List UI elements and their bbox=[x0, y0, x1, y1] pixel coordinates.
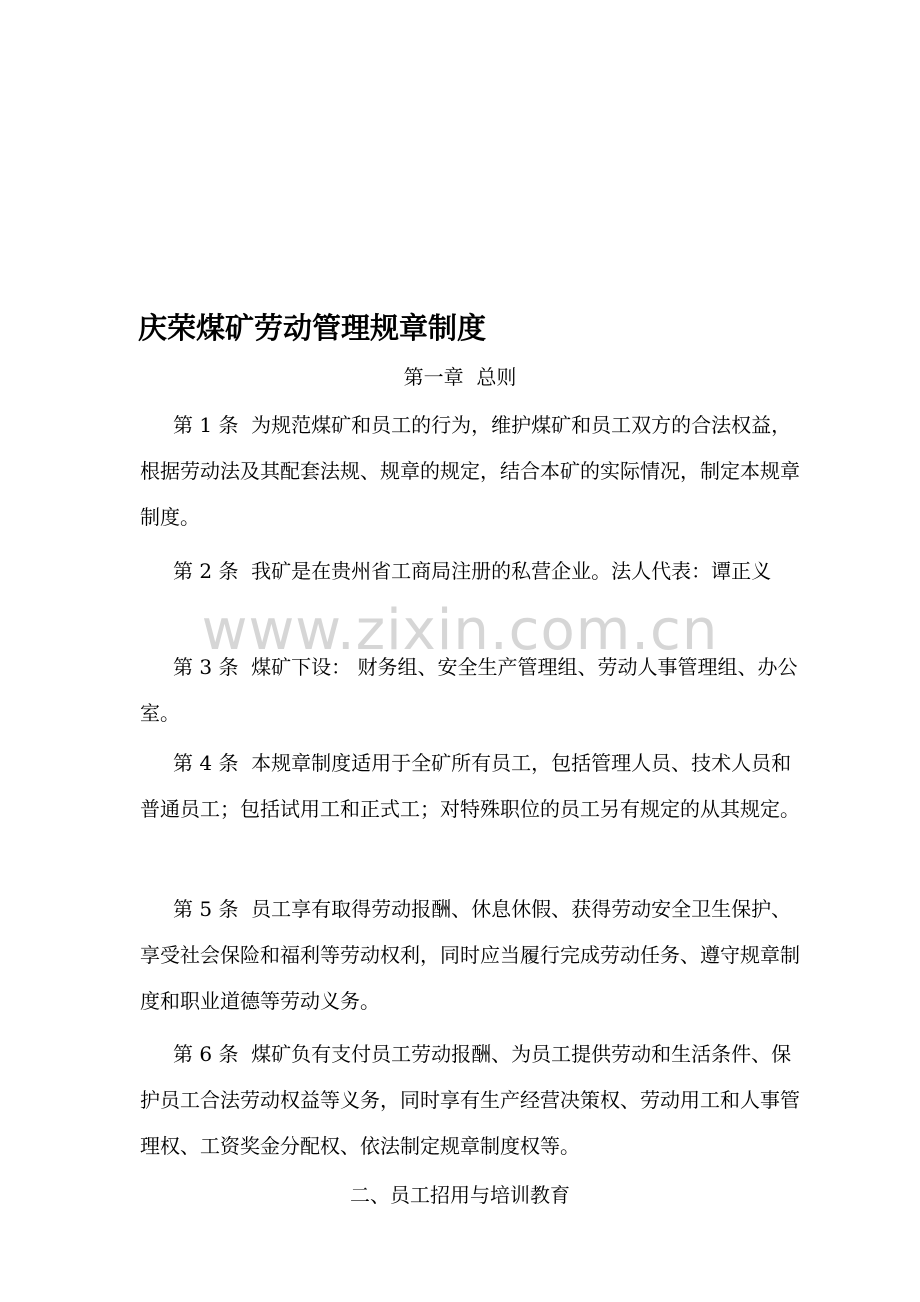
article-5 bbox=[140, 886, 800, 1024]
article-number: 第 2 条 bbox=[173, 559, 239, 583]
article-2 bbox=[140, 548, 800, 594]
watermark: www.zixin.com.cn bbox=[201, 598, 719, 663]
document-title: 庆荣煤矿劳动管理规章制度 bbox=[138, 311, 487, 345]
article-number: 第 5 条 bbox=[173, 897, 239, 921]
chapter-heading-general: 第一章 总则 bbox=[403, 365, 517, 389]
chapter-heading-recruitment: 二、员工招用与培训教育 bbox=[350, 1183, 570, 1207]
article-4 bbox=[140, 740, 800, 832]
article-text: 为规范煤矿和员工的行为，维护煤矿和员工双方的合法权益，根据劳动法及其配套法规、规章的规定，结合本矿的实际情况，制定本规章制度。 bbox=[140, 413, 800, 529]
article-number: 第 6 条 bbox=[173, 1042, 239, 1066]
article-number: 第 1 条 bbox=[173, 413, 239, 437]
article-text: 煤矿下设： 财务组、安全生产管理组、劳动人事管理组、办公室。 bbox=[140, 655, 798, 725]
article-text: 员工享有取得劳动报酬、休息休假、获得劳动安全卫生保护、享受社会保险和福利等劳动权利，同时应当履行完成劳动任务、遵守规章制度和职业道德等劳动义务。 bbox=[140, 897, 800, 1013]
article-1 bbox=[140, 402, 800, 540]
article-text: 本规章制度适用于全矿所有员工，包括管理人员、技术人员和普通员工；包括试用工和正式工；对特殊职位的员工另有规定的从其规定。 bbox=[140, 751, 800, 821]
article-3 bbox=[140, 644, 800, 736]
article-6 bbox=[140, 1031, 800, 1169]
article-number: 第 3 条 bbox=[173, 655, 239, 679]
article-number: 第 4 条 bbox=[173, 751, 239, 775]
article-text: 煤矿负有支付员工劳动报酬、为员工提供劳动和生活条件、保护员工合法劳动权益等义务，同时享有生产经营决策权、劳动用工和人事管理权、工资奖金分配权、依法制定规章制度权等。 bbox=[140, 1042, 800, 1158]
article-text: 我矿是在贵州省工商局注册的私营企业。法人代表：谭正义 bbox=[251, 559, 772, 583]
